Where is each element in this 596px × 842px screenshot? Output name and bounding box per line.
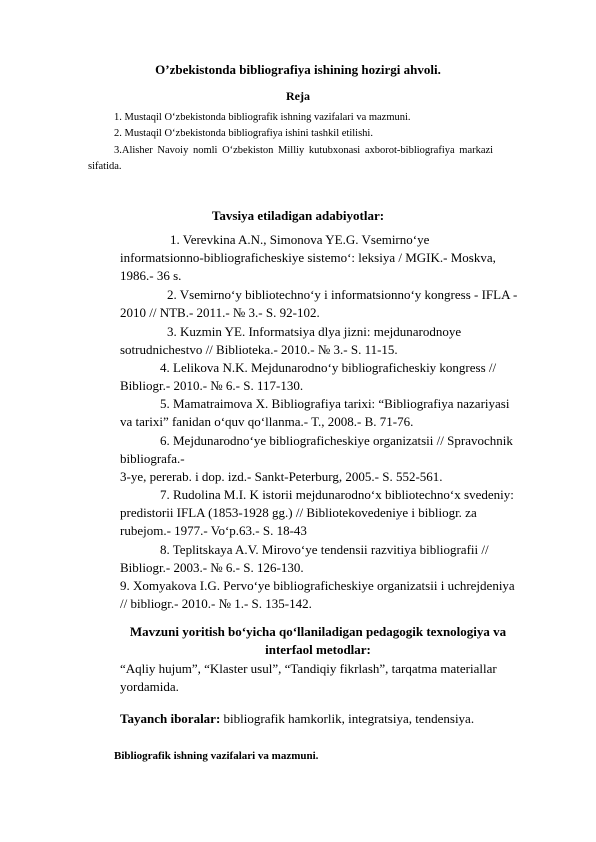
plan-item: 1. Mustaqil O‘zbekistonda bibliografik ishning vazifalari va mazmuni. bbox=[114, 112, 411, 123]
reference-line: 3. Kuzmin YE. Informatsiya dlya jizni: mejdunarodnoye bbox=[167, 324, 462, 339]
reference-line: 2. Vsemirno‘y bibliotechno‘y i informatsionno‘y kongress - IFLA - bbox=[167, 287, 518, 302]
reference-line: 5. Mamatraimova X. Bibliografiya tarixi: “Bibliografiya nazariyasi bbox=[160, 396, 510, 411]
reference-line: 3-ye, pererab. i dop. izd.- Sankt-Peterburg, 2005.- S. 552-561. bbox=[120, 469, 443, 484]
methods-text-continuation: yordamida. bbox=[120, 679, 179, 694]
reference-line: 1986.- 36 s. bbox=[120, 268, 182, 283]
reference-line: predistorii IFLA (1853-1928 gg.) // Bibliotekovedeniye i bibliogr. za bbox=[120, 505, 477, 520]
methods-text: “Aqliy hujum”, “Klaster usul”, “Tandiqiy fikrlash”, tarqatma materiallar bbox=[120, 661, 497, 676]
reference-line: rubejom.- 1977.- Vo‘p.63.- S. 18-43 bbox=[120, 523, 307, 538]
section-heading: Bibliografik ishning vazifalari va mazmuni. bbox=[114, 750, 319, 762]
keywords-text: bibliografik hamkorlik, integratsiya, tendensiya. bbox=[220, 711, 475, 726]
reference-line: 8. Teplitskaya A.V. Mirovo‘ye tendensii razvitiya bibliografii // bbox=[160, 542, 489, 557]
plan-item-continuation: sifatida. bbox=[88, 161, 122, 172]
reference-line: sotrudnichestvo // Biblioteka.- 2010.- № 3.- S. 11-15. bbox=[120, 342, 398, 357]
reference-line: 9. Xomyakova I.G. Pervo‘ye bibliograficheskiye organizatsii i uchrejdeniya bbox=[120, 578, 515, 593]
reference-line: // bibliogr.- 2010.- № 1.- S. 135-142. bbox=[120, 596, 312, 611]
reference-line: bibliografa.- bbox=[120, 451, 185, 466]
methods-heading: Mavzuni yoritish bo‘yicha qo‘llaniladigan pedagogik texnologiya va bbox=[129, 624, 507, 639]
methods-heading-continuation: interfaol metodlar: bbox=[265, 642, 371, 657]
plan-heading: Reja bbox=[286, 89, 310, 103]
reference-line: 4. Lelikova N.K. Mejdunarodno‘y bibliograficheskiy kongress // bbox=[160, 360, 497, 375]
reference-line: 6. Mejdunarodno‘ye bibliograficheskiye organizatsii // Spravochnik bbox=[160, 433, 513, 448]
keywords-label: Tayanch iboralar: bbox=[120, 711, 221, 726]
literature-heading: Tavsiya etiladigan adabiyotlar: bbox=[211, 208, 385, 223]
plan-item: 3.Alisher Navoiy nomli O‘zbekiston Milliy kutubxonasi axborot-bibliografiya markazi bbox=[114, 145, 494, 156]
reference-line: Bibliogr.- 2003.- № 6.- S. 126-130. bbox=[120, 560, 304, 575]
reference-line: Bibliogr.- 2010.- № 6.- S. 117-130. bbox=[120, 378, 304, 393]
reference-line: 7. Rudolina M.I. K istorii mejdunarodno‘x bibliotechno‘x svedeniy: bbox=[160, 487, 514, 502]
page-title: O’zbekistonda bibliografiya ishining hozirgi ahvoli. bbox=[155, 62, 441, 77]
keywords-line bbox=[120, 711, 474, 727]
reference-line: va tarixi” fanidan o‘quv qo‘llanma.- T., 2008.- B. 71-76. bbox=[120, 414, 414, 429]
reference-line: informatsionno-bibliograficheskiye sistemo‘: leksiya / MGIK.- Moskva, bbox=[120, 250, 496, 265]
reference-line: 2010 // NTB.- 2011.- № 3.- S. 92-102. bbox=[120, 305, 320, 320]
plan-item: 2. Mustaqil O‘zbekistonda bibliografiya ishini tashkil etilishi. bbox=[114, 128, 373, 139]
reference-line: 1. Verevkina A.N., Simonova YE.G. Vsemirno‘ye bbox=[170, 232, 430, 247]
